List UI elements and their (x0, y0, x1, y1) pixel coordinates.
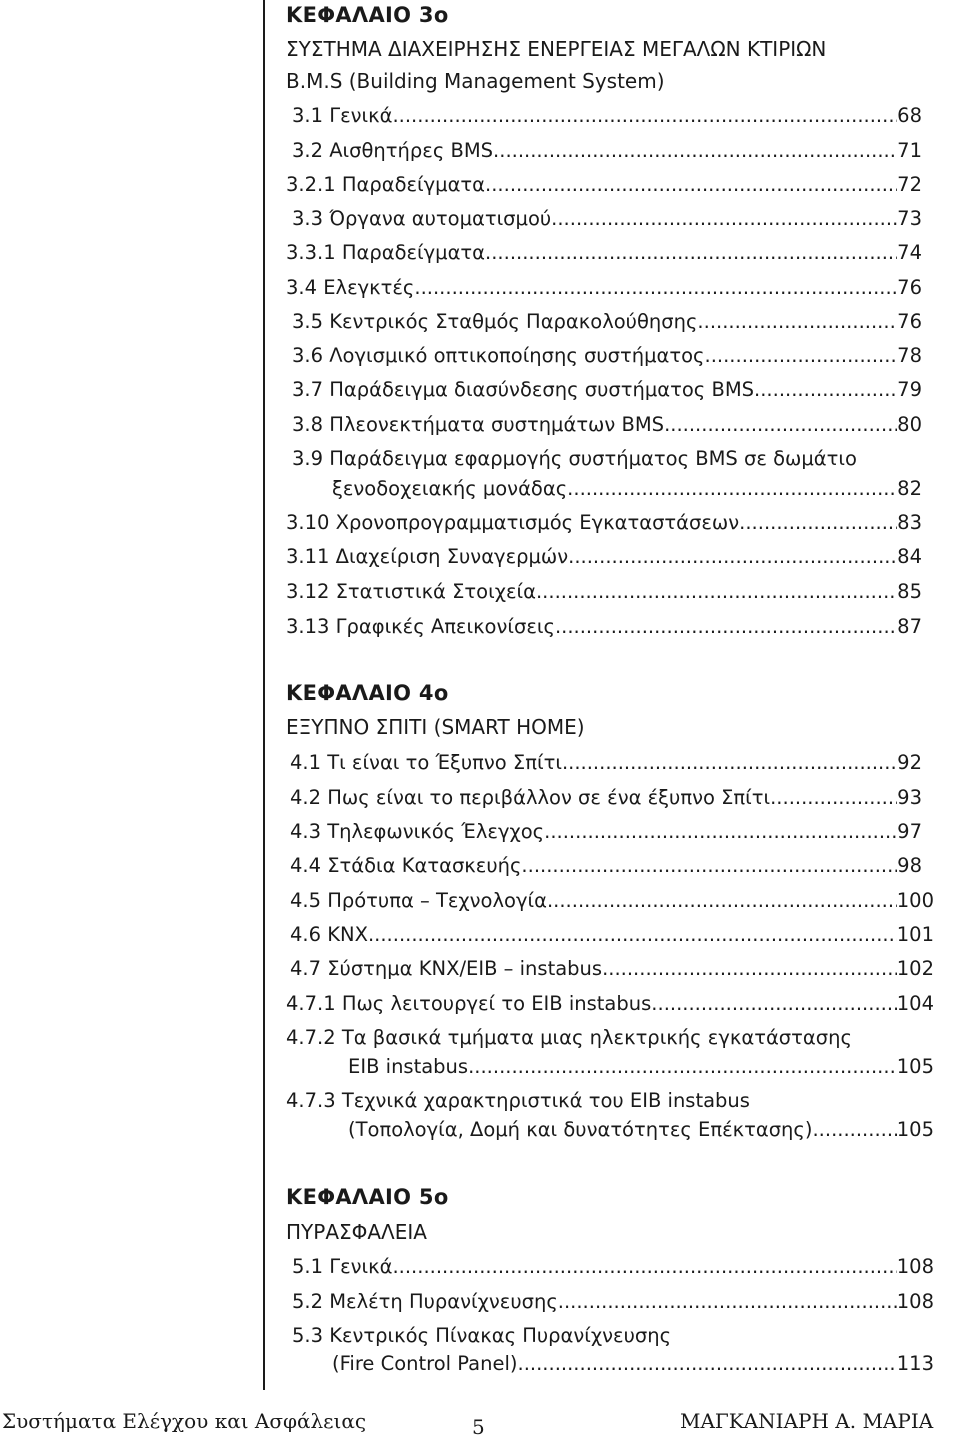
toc-entry-3-11[interactable]: 3.11 Διαχείριση Συναγερμών ..... 84 (286, 544, 922, 570)
toc-entry-5-3-cont[interactable]: (Fire Control Panel) ..... 113 (332, 1351, 934, 1377)
toc-entry-3-13[interactable]: 3.13 Γραφικές Απεικονίσεις ..... 87 (286, 614, 922, 640)
toc-entry-3-6[interactable]: 3.6 Λογισμικό οπτικοποίησης συστήματος ..... 78 (292, 343, 922, 369)
footer-page-number: 5 (472, 1415, 485, 1439)
toc-entry-4-3[interactable]: 4.3 Τηλεφωνικός Έλεγχος ..... 97 (290, 819, 922, 845)
toc-entry-3-1[interactable]: 3.1 Γενικά ..... 68 (292, 103, 922, 129)
toc-entry-4-5[interactable]: 4.5 Πρότυπα – Τεχνολογία ..... 100 (290, 888, 934, 914)
chapter-4-heading: ΚΕΦΑΛΑΙΟ 4ο (286, 681, 449, 705)
chapter-5-heading: ΚΕΦΑΛΑΙΟ 5ο (286, 1185, 449, 1209)
toc-entry-4-7-3-cont[interactable]: (Τοπολογία, Δομή και δυνατότητες Επέκτασης) ..... 105 (348, 1117, 934, 1143)
toc-entry-3-8[interactable]: 3.8 Πλεονεκτήματα συστημάτων BMS ..... 80 (292, 412, 922, 438)
toc-entry-4-7-1[interactable]: 4.7.1 Πως λειτουργεί το EIB instabus ..... 104 (286, 991, 934, 1017)
toc-entry-3-10[interactable]: 3.10 Χρονοπρογραμματισμός Εγκαταστάσεων ..... 83 (286, 510, 922, 536)
toc-entry-4-2[interactable]: 4.2 Πως είναι το περιβάλλον σε ένα έξυπνο Σπίτι ..... 93 (290, 785, 922, 811)
toc-entry-5-3[interactable]: 5.3 Κεντρικός Πίνακας Πυρανίχνευσης (292, 1324, 672, 1347)
chapter-4-title: ΕΞΥΠΝΟ ΣΠΙΤΙ (SMART HOME) (286, 715, 585, 739)
chapter-3-title: ΣΥΣΤΗΜΑ ΔΙΑΧΕΙΡΗΣΗΣ ΕΝΕΡΓΕΙΑΣ ΜΕΓΑΛΩΝ ΚΤΙΡΙΩΝ (286, 37, 827, 61)
toc-entry-4-7[interactable]: 4.7 Σύστημα KNX/EIB – instabus ..... 102 (290, 956, 934, 982)
toc-entry-4-7-2[interactable]: 4.7.2 Τα βασικά τμήματα μιας ηλεκτρικής εγκατάστασης (286, 1026, 852, 1049)
footer-course-title: Συστήματα Ελέγχου και Ασφάλειας (2, 1409, 367, 1433)
toc-entry-4-7-3[interactable]: 4.7.3 Τεχνικά χαρακτηριστικά του EIB instabus (286, 1089, 750, 1112)
toc-entry-3-3-1[interactable]: 3.3.1 Παραδείγματα ..... 74 (286, 240, 922, 266)
chapter-3-heading: ΚΕΦΑΛΑΙΟ 3ο (286, 3, 449, 27)
toc-entry-4-7-2-cont[interactable]: EIB instabus ..... 105 (348, 1054, 934, 1080)
toc-entry-3-7[interactable]: 3.7 Παράδειγμα διασύνδεσης συστήματος BMS ..... 79 (292, 377, 922, 403)
toc-entry-3-2-1[interactable]: 3.2.1 Παραδείγματα ..... 72 (286, 172, 922, 198)
toc-entry-4-4[interactable]: 4.4 Στάδια Κατασκευής ..... 98 (290, 853, 922, 879)
toc-entry-5-1[interactable]: 5.1 Γενικά ..... 108 (292, 1254, 934, 1280)
toc-entry-3-9[interactable]: 3.9 Παράδειγμα εφαρμογής συστήματος BMS σε δωμάτιο (292, 447, 857, 470)
toc-entry-5-2[interactable]: 5.2 Μελέτη Πυρανίχνευσης ..... 108 (292, 1289, 934, 1315)
toc-entry-3-2[interactable]: 3.2 Αισθητήρες BMS ..... 71 (292, 138, 922, 164)
toc-entry-4-6[interactable]: 4.6 KNX ..... 101 (290, 922, 934, 948)
chapter-5-title: ΠΥΡΑΣΦΑΛΕΙΑ (286, 1220, 427, 1244)
toc-entry-3-3[interactable]: 3.3 Όργανα αυτοματισμού ..... 73 (292, 206, 922, 232)
toc-entry-3-4[interactable]: 3.4 Ελεγκτές ..... 76 (286, 275, 922, 301)
toc-entry-4-1[interactable]: 4.1 Τι είναι το Έξυπνο Σπίτι ..... 92 (290, 750, 922, 776)
footer-author: ΜΑΓΚΑΝΙΑΡΗ Α. ΜΑΡΙΑ (680, 1409, 934, 1433)
chapter-3-title-2: B.M.S (Building Management System) (286, 69, 665, 93)
toc-entry-3-5[interactable]: 3.5 Κεντρικός Σταθμός Παρακολούθησης ..... 76 (292, 309, 922, 335)
toc-entry-3-9-cont[interactable]: ξενοδοχειακής μονάδας ..... 82 (332, 476, 922, 502)
toc-entry-3-12[interactable]: 3.12 Στατιστικά Στοιχεία ..... 85 (286, 579, 922, 605)
margin-rule (263, 0, 265, 1390)
